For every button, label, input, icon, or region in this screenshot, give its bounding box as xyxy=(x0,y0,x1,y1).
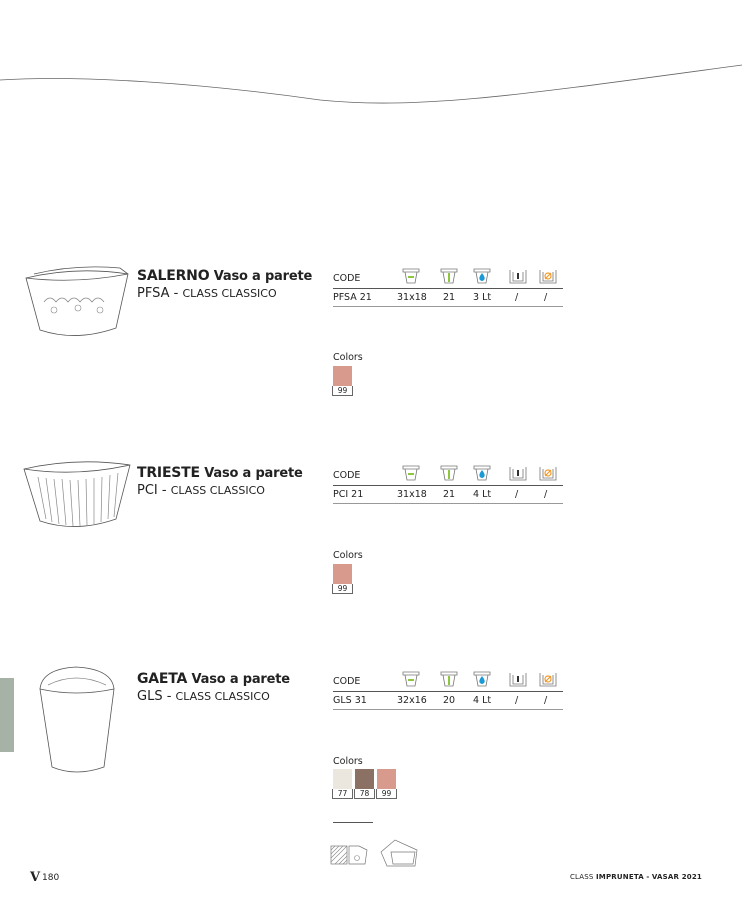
decorative-wave-line xyxy=(0,55,742,115)
colors-label: Colors xyxy=(333,352,363,363)
color-swatch-99 xyxy=(333,564,352,584)
color-swatch-99 xyxy=(333,366,352,386)
drain-hole-icon xyxy=(538,266,558,286)
pot-outline-icon xyxy=(381,840,417,866)
colors-label: Colors xyxy=(333,550,363,561)
brand-mark: V xyxy=(30,870,41,885)
product-type: Vaso a parete xyxy=(191,672,290,687)
insert-icon xyxy=(508,669,528,689)
spec-height: 21 xyxy=(443,489,456,500)
insert-icon xyxy=(508,463,528,483)
product-name: SALERNO xyxy=(137,268,210,284)
spec-hole: / xyxy=(544,292,548,303)
color-swatch-77 xyxy=(333,769,352,789)
color-code: 99 xyxy=(332,386,353,396)
height-icon xyxy=(439,669,459,689)
color-code: 78 xyxy=(354,789,375,799)
spec-header-code: CODE xyxy=(333,273,361,284)
spec-header-code: CODE xyxy=(333,676,361,687)
hatched-wall-icon xyxy=(331,846,347,864)
product-name: GAETA xyxy=(137,671,188,687)
width-icon xyxy=(401,669,421,689)
water-drop-icon xyxy=(472,669,492,689)
wall-pot-icon xyxy=(349,846,367,864)
color-swatch-99 xyxy=(377,769,396,789)
water-drop-icon xyxy=(472,266,492,286)
color-code: 99 xyxy=(376,789,397,799)
product-type: Vaso a parete xyxy=(204,466,303,481)
spec-hole: / xyxy=(544,695,548,706)
product-type: Vaso a parete xyxy=(213,269,313,284)
spec-row xyxy=(333,289,563,307)
spec-table xyxy=(333,671,563,710)
spec-height: 21 xyxy=(443,292,456,303)
wall-mount-icons xyxy=(329,838,419,868)
product-class: CLASS CLASSICO xyxy=(170,484,265,497)
spec-insert: / xyxy=(515,292,519,303)
spec-table xyxy=(333,465,563,504)
spec-volume: 4 Lt xyxy=(473,695,492,706)
product-class: CLASS CLASSICO xyxy=(182,287,277,300)
spec-insert: / xyxy=(515,489,519,500)
spec-hole: / xyxy=(544,489,548,500)
width-icon xyxy=(401,463,421,483)
product-gaeta: GAETA Vaso a parete GLS - CLASS CLASSICO CODE GLS 31 32x16 20 4 Lt / / Colors 77 78 99 xyxy=(0,671,742,841)
product-name: TRIESTE xyxy=(137,465,200,481)
salerno-pot-image xyxy=(20,264,132,348)
insert-icon xyxy=(508,266,528,286)
spec-size: 31x18 xyxy=(397,292,427,303)
spec-insert: / xyxy=(515,695,519,706)
page-number: 180 xyxy=(42,873,60,883)
height-icon xyxy=(439,266,459,286)
water-drop-icon xyxy=(472,463,492,483)
spec-header-code: CODE xyxy=(333,470,361,481)
spec-code: GLS 31 xyxy=(333,695,367,706)
spec-table xyxy=(333,268,563,307)
spec-volume: 3 Lt xyxy=(473,292,492,303)
spec-row xyxy=(333,486,563,504)
spec-height: 20 xyxy=(443,695,456,706)
width-icon xyxy=(401,266,421,286)
footer-brand: CLASS IMPRUNETA - VASAR 2021 xyxy=(569,873,702,881)
spec-row xyxy=(333,692,563,710)
spec-size: 32x16 xyxy=(397,695,427,706)
spec-code: PCI 21 xyxy=(333,489,364,500)
product-code: GLS xyxy=(137,689,163,704)
trieste-pot-image xyxy=(20,459,132,539)
drain-hole-icon xyxy=(538,669,558,689)
spec-code: PFSA 21 xyxy=(333,292,372,303)
color-code: 99 xyxy=(332,584,353,594)
drain-hole-icon xyxy=(538,463,558,483)
colors-label: Colors xyxy=(333,756,363,767)
spec-volume: 4 Lt xyxy=(473,489,492,500)
product-salerno: SALERNO Vaso a parete PFSA - CLASS CLASSICO CODE PFSA 21 31x18 21 3 Lt / / Colors 99 xyxy=(0,268,742,438)
color-code: 77 xyxy=(332,789,353,799)
height-icon xyxy=(439,463,459,483)
color-swatch-78 xyxy=(355,769,374,789)
product-code: PCI xyxy=(137,483,158,498)
product-class: CLASS CLASSICO xyxy=(175,690,270,703)
gaeta-pot-image xyxy=(28,663,126,779)
divider xyxy=(333,822,373,823)
spec-size: 31x18 xyxy=(397,489,427,500)
product-trieste: TRIESTE Vaso a parete PCI - CLASS CLASSICO CODE PCI 21 31x18 21 4 Lt / / Colors 99 xyxy=(0,465,742,635)
product-code: PFSA xyxy=(137,286,170,301)
